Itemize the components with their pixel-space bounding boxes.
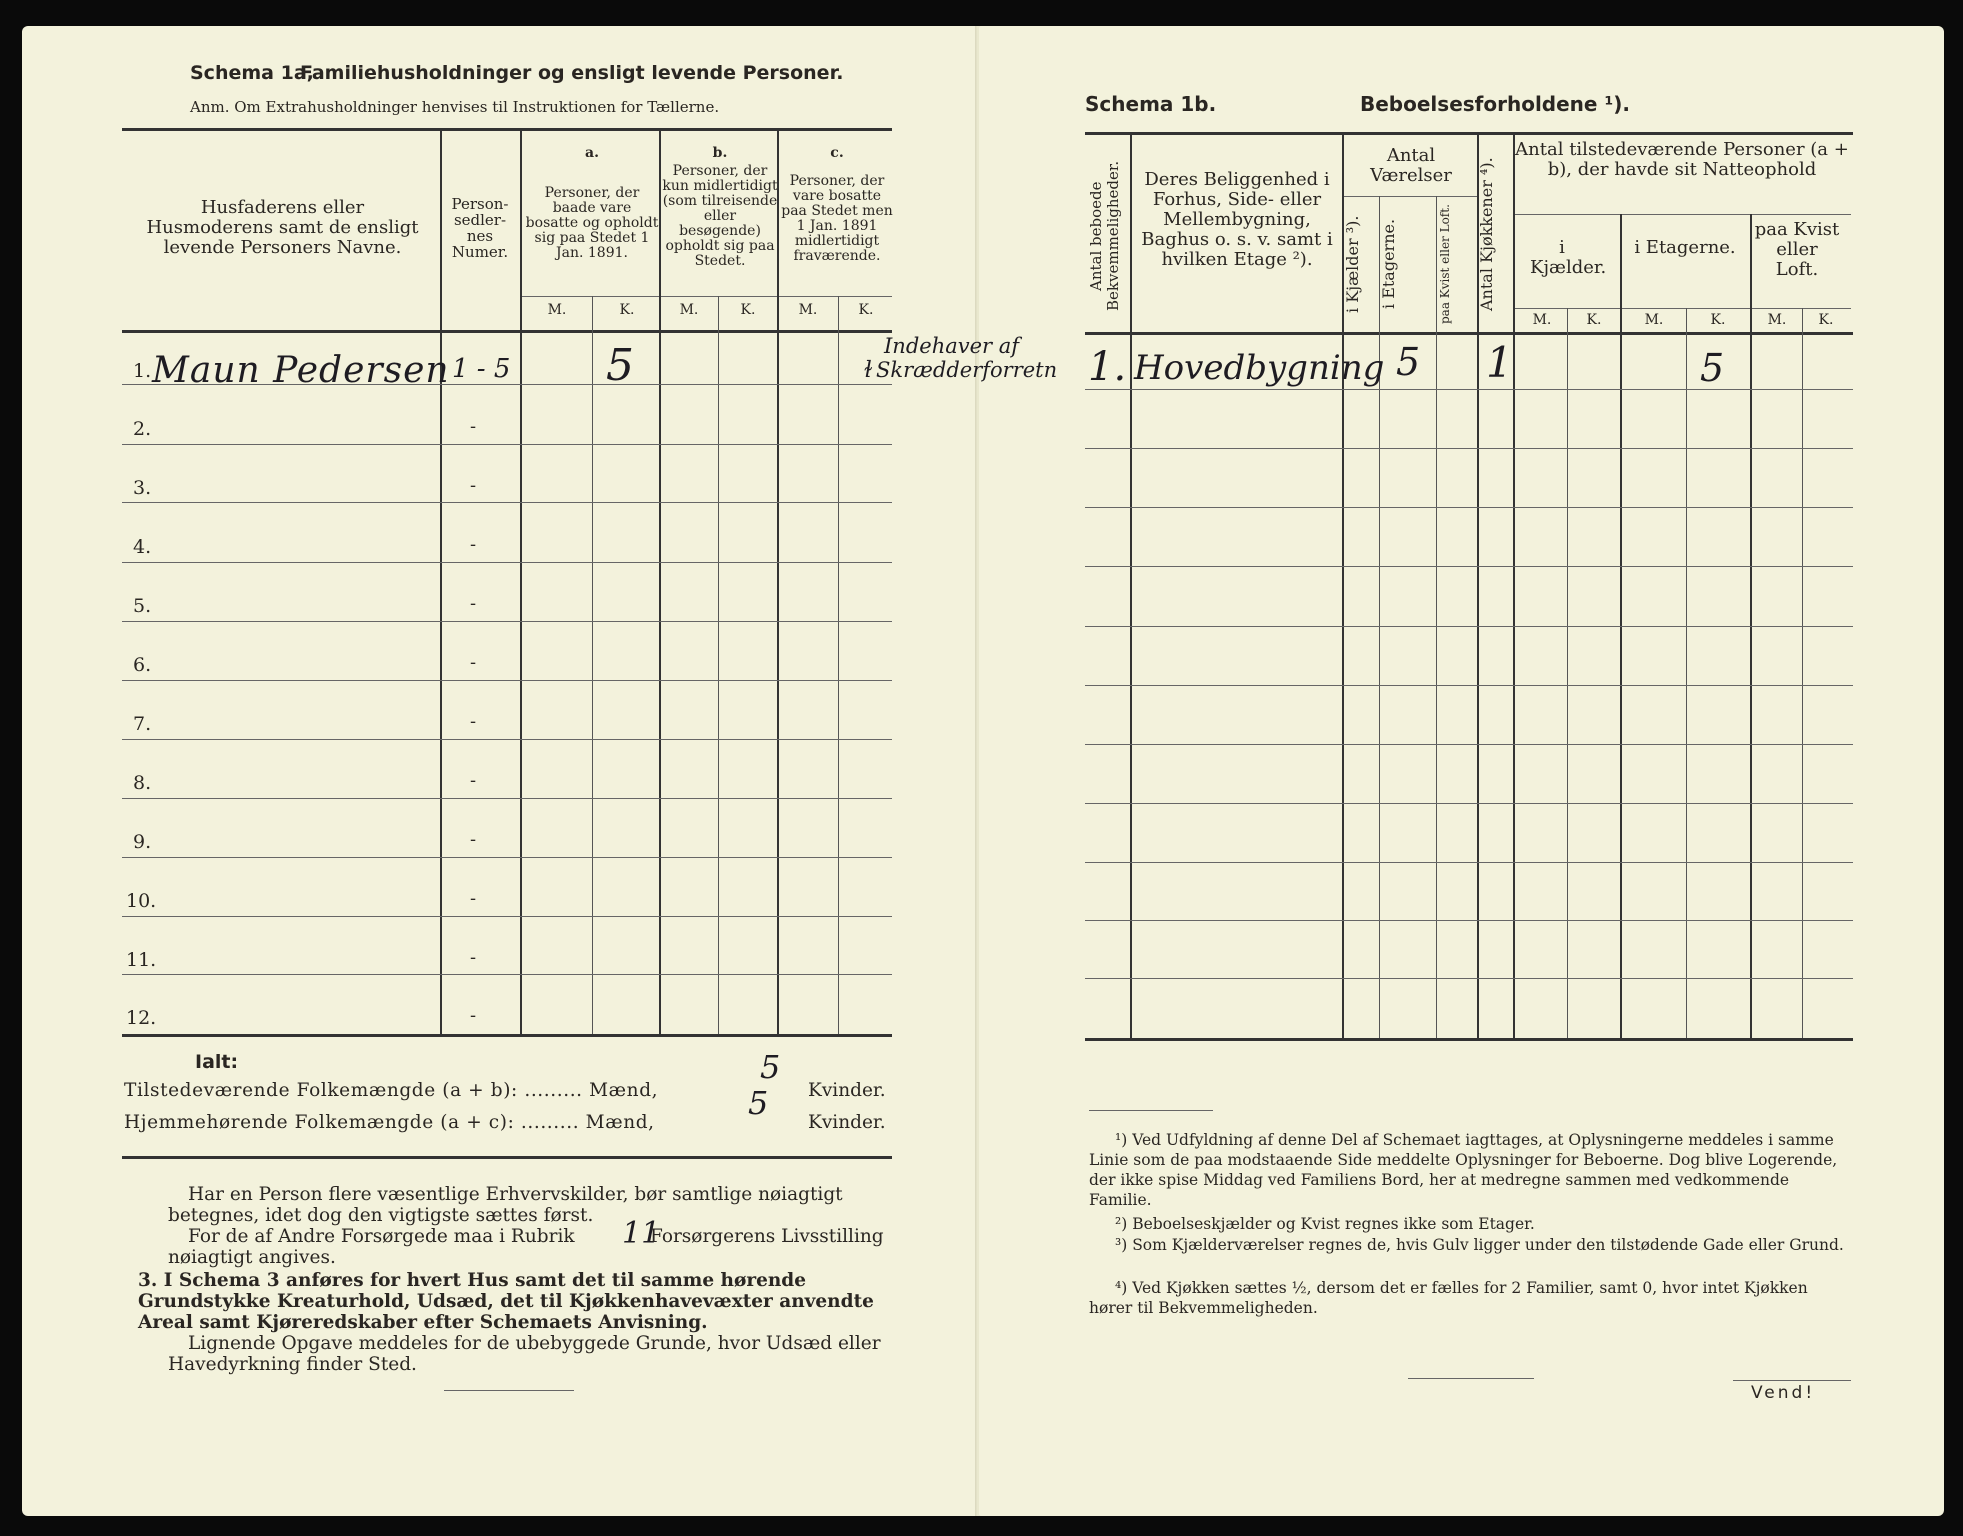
hjemme-end: Kvinder. — [808, 1112, 886, 1133]
et-m: M. — [1644, 312, 1664, 328]
row-number: 7. — [133, 713, 152, 735]
col-b-header: Personer, der kun midlertidigt (som tilreisende eller besøgende) opholdt sig paa Stedet. — [662, 163, 778, 269]
kjaelder-header: i Kjælder ³). — [1343, 215, 1362, 313]
row-rule — [122, 562, 892, 563]
row-numer: - — [470, 770, 477, 791]
col-divider — [1436, 196, 1437, 1038]
b-k: K. — [740, 302, 756, 318]
col-c-letter: c. — [830, 145, 844, 161]
vaerelser-sub-rule — [1343, 196, 1477, 197]
row-rule — [122, 798, 892, 799]
row-number: 1. — [133, 360, 152, 382]
footnote-3: ³) Som Kjælderværelser regnes de, hvis Gulv ligger under den tilstødende Gade eller Grund. — [1115, 1236, 1844, 1254]
kj-m: M. — [1532, 312, 1552, 328]
et-k: K. — [1710, 312, 1726, 328]
row-rule — [122, 857, 892, 858]
vend-rule — [1733, 1380, 1851, 1381]
table-top-rule — [1085, 132, 1853, 135]
instruction-para-3: 3. I Schema 3 anføres for hvert Hus samt det til samme hørende Grundstykke Kreaturhold, Udsæd, det til Kjøkkenhavevæxter anvendte Areal samt Kjøreredskaber efter Schemaets Anvisning. — [138, 1270, 874, 1333]
end-rule — [1408, 1378, 1534, 1379]
row1-etagerne: 5 — [1396, 340, 1421, 384]
end-rule — [444, 1390, 574, 1391]
row-rule — [122, 444, 892, 445]
schema-1a-label: Schema 1a, — [190, 62, 314, 84]
a-m: M. — [547, 302, 567, 318]
table-bottom-rule — [122, 1034, 892, 1037]
mk-subheader-rule — [522, 296, 892, 297]
personer-header: Antal tilstedeværende Personer (a + b), der havde sit Natteophold — [1515, 139, 1849, 180]
row-rule — [1085, 744, 1853, 745]
vend-label: Vend! — [1751, 1383, 1816, 1403]
row-numer: - — [470, 475, 477, 496]
row-number: 6. — [133, 654, 152, 676]
antal-vaerelser-header: Antal Værelser — [1370, 145, 1452, 186]
instruction-para-2b: Forsørgerens Livsstilling nøiagtigt angives. — [168, 1226, 884, 1268]
row-rule — [1085, 862, 1853, 863]
anm-note: Anm. Om Extrahusholdninger henvises til Instruktionen for Tællerne. — [190, 98, 720, 116]
names-header: Husfaderens eller Husmoderens samt de ensligt levende Personers Navne. — [146, 197, 419, 258]
mk-subheader-rule — [1514, 308, 1851, 309]
col-divider — [1686, 308, 1687, 1038]
instruction-para-1: Har en Person flere væsentlige Erhvervskilder, bør samtlige nøiagtigt betegnes, idet dog den vigtigste sættes først. — [168, 1184, 843, 1226]
row-numer: - — [470, 947, 477, 968]
bekv-header: Antal beboede Bekvemmeligheder. — [1087, 160, 1122, 312]
row1-etag-k: 5 — [1700, 346, 1725, 390]
row-rule — [122, 680, 892, 681]
i-kjaelder-header: i Kjælder. — [1530, 237, 1607, 278]
hjemme-label: Hjemmehørende Folkemængde (a + c): ......... Mænd, — [124, 1112, 655, 1133]
row-number: 10. — [126, 890, 157, 912]
b-m: M. — [679, 302, 699, 318]
i-etagerne-header: i Etagerne. — [1634, 237, 1736, 258]
col-a-letter: a. — [585, 145, 599, 161]
schema-1b-label: Schema 1b. — [1085, 92, 1217, 116]
margin-note-1: Indehaver af — [884, 334, 1020, 358]
kj-k: K. — [1586, 312, 1602, 328]
col-divider — [1342, 134, 1344, 1038]
c-k: K. — [858, 302, 874, 318]
table-bottom-rule — [1085, 1038, 1853, 1041]
row-rule — [1085, 920, 1853, 921]
kvist-header: paa Kvist eller Loft. — [1438, 204, 1452, 324]
footnote-2: ²) Beboelseskjælder og Kvist regnes ikke som Etager. — [1115, 1215, 1535, 1233]
col-divider — [1477, 134, 1479, 1038]
row-numer: - — [470, 593, 477, 614]
row1-beliggenhed: Hovedbygning — [1134, 348, 1385, 388]
kjokkener-header: Antal Kjøkkener ⁴). — [1477, 157, 1496, 311]
col-divider — [440, 130, 442, 1034]
col-divider — [659, 130, 661, 1034]
instruction-para-2a: For de af Andre Forsørgede maa i Rubrik — [188, 1226, 575, 1247]
col-divider — [1513, 134, 1515, 1038]
row-numer: - — [470, 534, 477, 555]
row-number: 5. — [133, 595, 152, 617]
schema-1b-title: Beboelsesforholdene ¹). — [1360, 92, 1630, 116]
row-rule — [1085, 803, 1853, 804]
col-divider — [1379, 196, 1380, 1038]
footnote-rule — [1089, 1110, 1213, 1111]
personer-sub-rule — [1514, 214, 1851, 215]
row-number: 4. — [133, 536, 152, 558]
col-b-letter: b. — [712, 145, 728, 161]
row-number: 12. — [126, 1007, 157, 1029]
row-number: 3. — [133, 477, 152, 499]
schema-1a-title: Familiehusholdninger og ensligt levende Personer. — [300, 62, 844, 84]
row1-bekv: 1. — [1088, 344, 1127, 390]
row-rule — [1085, 626, 1853, 627]
footnote-4: ⁴) Ved Kjøkken sættes ½, dersom det er fælles for 2 Familier, samt 0, hvor intet Kjøkken hører til Bekvemmeligheden. — [1089, 1279, 1808, 1317]
row-rule — [1085, 566, 1853, 567]
row1-kjokken: 1 — [1486, 338, 1513, 387]
row-rule — [122, 502, 892, 503]
row-numer: - — [470, 829, 477, 850]
row-rule — [1085, 507, 1853, 508]
hjemme-value: 5 — [748, 1084, 769, 1122]
row-numer: - — [470, 652, 477, 673]
row-rule — [1085, 448, 1853, 449]
row1-a-k: 5 — [606, 340, 634, 391]
etagerne-header: i Etagerne. — [1379, 218, 1398, 310]
row-numer: - — [470, 888, 477, 909]
beliggenhed-header: Deres Beliggenhed i Forhus, Side- eller Mellembygning, Baghus o. s. v. samt i hvilken Etage ²). — [1141, 169, 1333, 270]
rubrik-number: 11 — [622, 1216, 661, 1251]
row-rule — [122, 916, 892, 917]
a-k: K. — [619, 302, 635, 318]
row-numer: - — [470, 1005, 477, 1026]
row-rule — [122, 621, 892, 622]
row-rule — [1085, 685, 1853, 686]
row-numer: - — [470, 416, 477, 437]
col-a-header: Personer, der baade vare bosatte og opholdt sig paa Stedet 1 Jan. 1891. — [525, 185, 659, 261]
margin-note-2: Skrædderforretn — [876, 358, 1058, 382]
kv-m: M. — [1767, 312, 1787, 328]
row-number: 11. — [126, 949, 157, 971]
ialt-label: Ialt: — [195, 1051, 239, 1073]
header-bottom-rule — [1085, 332, 1853, 335]
row-number: 8. — [133, 772, 152, 794]
col-divider — [592, 296, 593, 1034]
col-divider — [838, 296, 839, 1034]
row-rule — [1085, 389, 1853, 390]
row-rule — [1085, 978, 1853, 979]
col-c-header: Personer, der vare bosatte paa Stedet men 1 Jan. 1891 midlertidigt fraværende. — [781, 173, 893, 264]
row1-name: Maun Pedersen — [152, 350, 450, 391]
instruction-para-4: Lignende Opgave meddeles for de ubebyggede Grunde, hvor Udsæd eller Havedyrkning finder Sted. — [168, 1333, 881, 1375]
row-number: 2. — [133, 418, 152, 440]
row-number: 9. — [133, 831, 152, 853]
col-divider — [718, 296, 719, 1034]
row-rule — [122, 739, 892, 740]
c-m: M. — [798, 302, 818, 318]
row-numer: - — [470, 711, 477, 732]
paa-kvist-header: paa Kvist eller Loft. — [1754, 219, 1840, 280]
totals-bottom-rule — [122, 1156, 892, 1159]
col-divider — [1567, 308, 1568, 1038]
numer-header: Person-sedler-nes Numer. — [451, 195, 509, 261]
tilstede-label: Tilstedeværende Folkemængde (a + b): ......... Mænd, — [124, 1080, 659, 1101]
tilstede-end: Kvinder. — [808, 1080, 886, 1101]
kv-k: K. — [1818, 312, 1834, 328]
tilstede-value: 5 — [760, 1048, 781, 1086]
col-divider — [1130, 134, 1132, 1038]
row-rule — [122, 974, 892, 975]
col-divider — [520, 130, 522, 1034]
footnote-1: ¹) Ved Udfyldning af denne Del af Schemaet iagttages, at Oplysningerne meddeles i samme Linie som de paa modstaaende Side meddelte Oplysninger for Beboerne. Dog blive Logerende, der ikke spise Middag ved Familiens Bord, her at medregne sammen med vedkommende Familie. — [1089, 1131, 1838, 1209]
row1-numer: 1 - 5 — [452, 354, 511, 384]
margin-mark: ɫ — [864, 358, 873, 383]
col-divider — [777, 130, 779, 1034]
col-divider — [1802, 308, 1803, 1038]
